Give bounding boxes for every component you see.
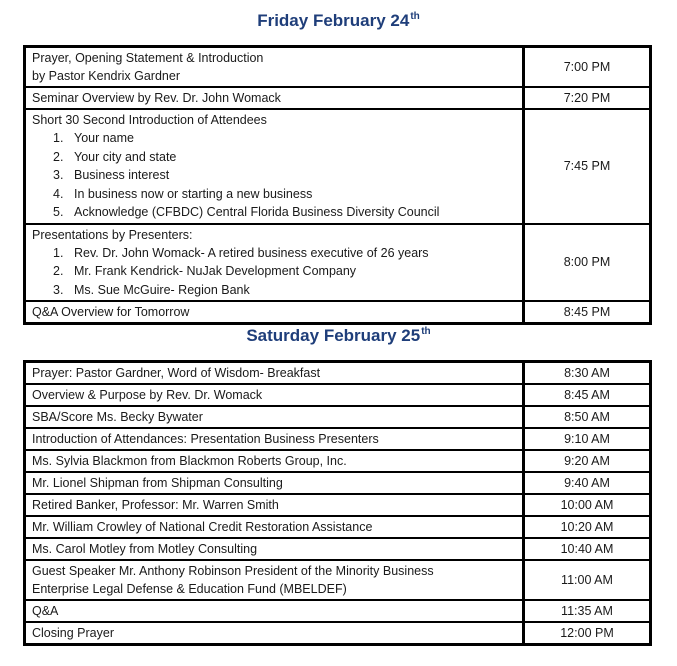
sublist-text: Acknowledge (CFBDC) Central Florida Business Diversity Council — [74, 205, 440, 219]
event-time: 10:40 AM — [524, 538, 651, 560]
event-text-line: Mr. William Crowley of National Credit Restoration Assistance — [32, 520, 373, 534]
event-text-line: Q&A Overview for Tomorrow — [32, 305, 190, 319]
event-time: 8:45 AM — [524, 384, 651, 406]
schedule-row — [25, 428, 651, 450]
event-description — [25, 538, 524, 560]
saturday-schedule-table — [23, 360, 652, 646]
event-time: 8:50 AM — [524, 406, 651, 428]
sublist-text: Your name — [74, 131, 134, 145]
event-time: 8:45 PM — [524, 301, 651, 324]
sublist-item — [53, 262, 516, 281]
event-text-line: Presentations by Presenters: — [32, 227, 193, 242]
sublist-text: Your city and state — [74, 149, 177, 164]
event-text-line: Enterprise Legal Defense & Education Fund (MBELDEF) — [32, 582, 347, 596]
sublist-text: In business now or starting a new business — [74, 186, 313, 201]
sublist-text: Rev. Dr. John Womack- A retired business executive of 26 years — [74, 245, 429, 260]
saturday-heading-text: Saturday February 25 — [246, 326, 421, 345]
sublist-item — [53, 129, 516, 148]
event-text-line: Prayer: Pastor Gardner, Word of Wisdom- Breakfast — [32, 366, 321, 380]
sublist-item — [53, 148, 516, 167]
sublist-number: 2. — [53, 264, 64, 278]
friday-schedule-table — [23, 45, 652, 325]
event-description — [25, 224, 524, 302]
event-text-line: Mr. Lionel Shipman from Shipman Consulting — [32, 476, 283, 490]
event-time: 8:30 AM — [524, 362, 651, 385]
sublist-number: 5. — [53, 205, 64, 219]
schedule-row — [25, 472, 651, 494]
schedule-row — [25, 301, 651, 324]
event-text-line: Seminar Overview by Rev. Dr. John Womack — [32, 91, 281, 105]
event-time: 12:00 PM — [524, 622, 651, 645]
sublist-item — [53, 244, 516, 263]
event-description — [25, 600, 524, 622]
event-time: 9:20 AM — [524, 450, 651, 472]
sublist-item — [53, 185, 516, 204]
event-description — [25, 87, 524, 109]
sublist-number: 1. — [53, 245, 64, 260]
event-time: 7:20 PM — [524, 87, 651, 109]
event-description — [25, 301, 524, 324]
schedule-row — [25, 622, 651, 645]
event-description — [25, 362, 524, 385]
event-text-line: Overview & Purpose by Rev. Dr. Womack — [32, 388, 263, 402]
event-text-line: Guest Speaker Mr. Anthony Robinson President of the Minority Business — [32, 564, 434, 578]
event-description — [25, 560, 524, 600]
event-description — [25, 622, 524, 645]
event-time: 10:00 AM — [524, 494, 651, 516]
schedule-row — [25, 494, 651, 516]
sublist-item — [53, 166, 516, 185]
schedule-row — [25, 538, 651, 560]
saturday-heading-suffix: th — [421, 326, 431, 337]
schedule-row — [25, 362, 651, 385]
sublist-number: 3. — [53, 282, 64, 297]
sublist-number: 4. — [53, 186, 64, 201]
schedule-row — [25, 47, 651, 88]
event-text-line: Closing Prayer — [32, 626, 114, 640]
friday-heading-suffix: th — [410, 11, 420, 22]
event-time: 11:00 AM — [524, 560, 651, 600]
schedule-row — [25, 600, 651, 622]
event-text-line: Q&A — [32, 604, 59, 618]
event-description — [25, 406, 524, 428]
sublist-item — [53, 281, 516, 300]
event-description — [25, 516, 524, 538]
event-description — [25, 428, 524, 450]
event-time: 9:40 AM — [524, 472, 651, 494]
event-description — [25, 494, 524, 516]
schedule-row — [25, 224, 651, 302]
sublist-text: Business interest — [74, 168, 170, 182]
schedule-row — [25, 560, 651, 600]
event-description — [25, 472, 524, 494]
event-text-line: SBA/Score Ms. Becky Bywater — [32, 410, 203, 424]
schedule-row — [25, 384, 651, 406]
event-sublist — [32, 244, 516, 300]
sublist-number: 3. — [53, 168, 64, 182]
event-text-line: Ms. Carol Motley from Motley Consulting — [32, 542, 258, 556]
event-description — [25, 47, 524, 88]
event-text-line: Prayer, Opening Statement & Introduction — [32, 51, 264, 65]
saturday-heading — [0, 326, 677, 346]
event-time: 11:35 AM — [524, 600, 651, 622]
friday-heading — [0, 11, 677, 31]
event-text-line: Ms. Sylvia Blackmon from Blackmon Roberts Group, Inc. — [32, 454, 347, 468]
event-description — [25, 384, 524, 406]
sublist-number: 1. — [53, 131, 64, 145]
event-text-line: Introduction of Attendances: Presentation Business Presenters — [32, 432, 379, 446]
friday-heading-text: Friday February 24 — [257, 11, 410, 30]
event-text-line: by Pastor Kendrix Gardner — [32, 69, 180, 83]
event-time: 7:00 PM — [524, 47, 651, 88]
event-text-line: Short 30 Second Introduction of Attendees — [32, 113, 267, 127]
sublist-text: Ms. Sue McGuire- Region Bank — [74, 282, 250, 297]
event-time: 8:00 PM — [524, 224, 651, 302]
event-description — [25, 450, 524, 472]
event-time: 9:10 AM — [524, 428, 651, 450]
event-text-line: Retired Banker, Professor: Mr. Warren Smith — [32, 498, 279, 512]
sublist-item — [53, 203, 516, 222]
event-time: 10:20 AM — [524, 516, 651, 538]
sublist-number: 2. — [53, 149, 64, 164]
event-description — [25, 109, 524, 224]
schedule-row — [25, 516, 651, 538]
schedule-row — [25, 87, 651, 109]
event-time: 7:45 PM — [524, 109, 651, 224]
schedule-row — [25, 109, 651, 224]
event-sublist — [32, 129, 516, 222]
schedule-row — [25, 450, 651, 472]
schedule-row — [25, 406, 651, 428]
sublist-text: Mr. Frank Kendrick- NuJak Development Company — [74, 264, 357, 278]
